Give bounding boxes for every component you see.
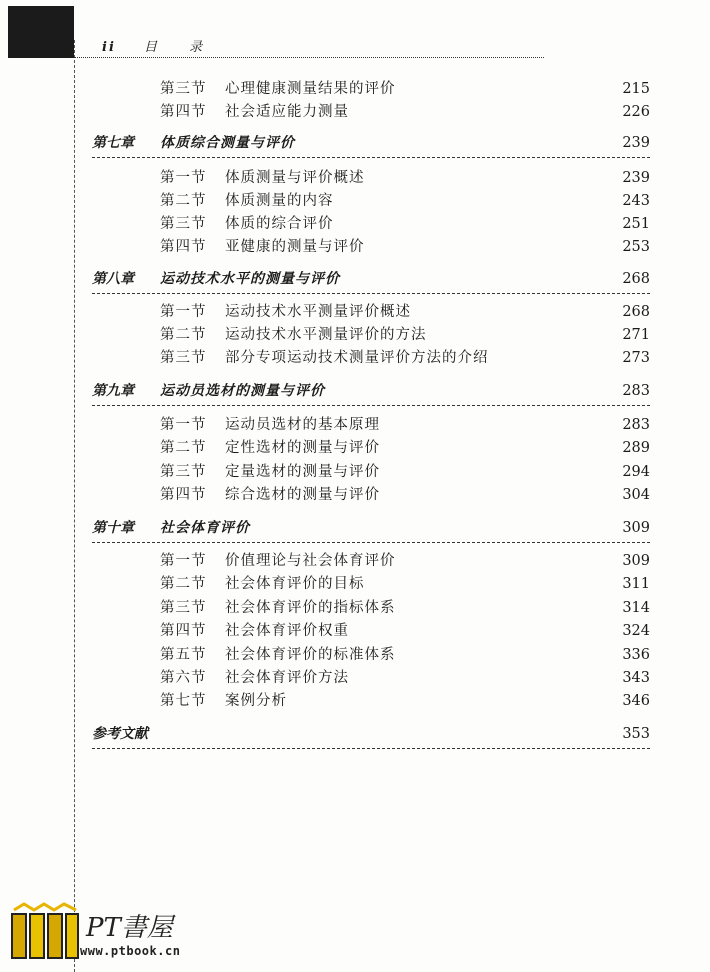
chapter-divider bbox=[92, 748, 650, 749]
section-number: 第三节 bbox=[160, 350, 207, 366]
section-number: 第二节 bbox=[160, 440, 207, 456]
section-number: 第四节 bbox=[160, 487, 207, 503]
header-rule bbox=[74, 57, 544, 58]
section-title: 社会体育评价的指标体系 bbox=[225, 600, 396, 616]
section-title: 社会适应能力测量 bbox=[225, 104, 349, 120]
section-number: 第三节 bbox=[160, 216, 207, 232]
page-number: 294 bbox=[622, 464, 650, 480]
toc-section-row bbox=[0, 213, 710, 235]
page-number: 215 bbox=[622, 81, 650, 97]
watermark-name: PT書屋 bbox=[86, 913, 173, 943]
toc-section-row bbox=[0, 550, 710, 572]
chapter-divider bbox=[92, 157, 650, 158]
chapter-number: 第十章 bbox=[92, 520, 134, 536]
books-logo-icon bbox=[12, 904, 78, 958]
section-title: 案例分析 bbox=[225, 693, 287, 709]
running-header bbox=[102, 36, 216, 55]
toc-chapter-row bbox=[0, 517, 710, 539]
chapter-divider bbox=[92, 293, 650, 294]
section-number: 第四节 bbox=[160, 104, 207, 120]
section-title: 体质的综合评价 bbox=[225, 216, 334, 232]
section-number: 第二节 bbox=[160, 193, 207, 209]
chapter-title: 运动员选材的测量与评价 bbox=[160, 383, 325, 399]
page-number: 243 bbox=[622, 193, 650, 209]
section-number: 第三节 bbox=[160, 600, 207, 616]
header-title: 目 录 bbox=[144, 40, 217, 55]
section-number: 第二节 bbox=[160, 576, 207, 592]
page-number: 311 bbox=[622, 576, 650, 592]
section-number: 第五节 bbox=[160, 647, 207, 663]
section-number: 第一节 bbox=[160, 304, 207, 320]
section-number: 第四节 bbox=[160, 623, 207, 639]
page-number: 283 bbox=[622, 417, 650, 433]
toc-section-row bbox=[0, 414, 710, 436]
toc-section-row bbox=[0, 78, 710, 100]
page-number: 253 bbox=[622, 239, 650, 255]
chapter-divider bbox=[92, 405, 650, 406]
toc-section-row bbox=[0, 347, 710, 369]
page-number: 271 bbox=[622, 327, 650, 343]
chapter-number: 第八章 bbox=[92, 271, 134, 287]
section-title: 亚健康的测量与评价 bbox=[225, 239, 365, 255]
toc-section-row bbox=[0, 597, 710, 619]
section-number: 第一节 bbox=[160, 553, 207, 569]
section-title: 社会体育评价权重 bbox=[225, 623, 349, 639]
section-number: 第三节 bbox=[160, 464, 207, 480]
section-title: 社会体育评价的目标 bbox=[225, 576, 365, 592]
page-number: 273 bbox=[622, 350, 650, 366]
toc-section-row bbox=[0, 667, 710, 689]
toc-section-row bbox=[0, 461, 710, 483]
page-number: 226 bbox=[622, 104, 650, 120]
section-number: 第四节 bbox=[160, 239, 207, 255]
page-number: 289 bbox=[622, 440, 650, 456]
section-title: 部分专项运动技术测量评价方法的介绍 bbox=[225, 350, 489, 366]
page-number: 239 bbox=[622, 170, 650, 186]
section-number: 第二节 bbox=[160, 327, 207, 343]
page-number: 343 bbox=[622, 670, 650, 686]
section-number: 第六节 bbox=[160, 670, 207, 686]
page-number: 314 bbox=[622, 600, 650, 616]
toc-chapter-row bbox=[0, 268, 710, 290]
toc-section-row bbox=[0, 690, 710, 712]
toc-section-row bbox=[0, 167, 710, 189]
header-page-number: ii bbox=[102, 40, 116, 55]
page-number: 268 bbox=[622, 304, 650, 320]
section-title: 运动技术水平测量评价概述 bbox=[225, 304, 411, 320]
section-number: 第一节 bbox=[160, 170, 207, 186]
page-number: 336 bbox=[622, 647, 650, 663]
page-number: 309 bbox=[622, 520, 650, 536]
chapter-title: 体质综合测量与评价 bbox=[160, 135, 295, 151]
chapter-number: 参考文献 bbox=[92, 726, 148, 742]
page-number: 304 bbox=[622, 487, 650, 503]
toc-section-row bbox=[0, 190, 710, 212]
section-number: 第七节 bbox=[160, 693, 207, 709]
section-title: 运动员选材的基本原理 bbox=[225, 417, 380, 433]
toc-section-row bbox=[0, 620, 710, 642]
section-title: 社会体育评价方法 bbox=[225, 670, 349, 686]
section-title: 定性选材的测量与评价 bbox=[225, 440, 380, 456]
section-title: 价值理论与社会体育评价 bbox=[225, 553, 396, 569]
page-number: 324 bbox=[622, 623, 650, 639]
toc-section-row bbox=[0, 573, 710, 595]
chapter-divider bbox=[92, 542, 650, 543]
page-number: 353 bbox=[622, 726, 650, 742]
section-number: 第一节 bbox=[160, 417, 207, 433]
section-title: 定量选材的测量与评价 bbox=[225, 464, 380, 480]
section-title: 体质测量与评价概述 bbox=[225, 170, 365, 186]
section-title: 体质测量的内容 bbox=[225, 193, 334, 209]
page-number: 346 bbox=[622, 693, 650, 709]
page-number: 309 bbox=[622, 553, 650, 569]
section-title: 运动技术水平测量评价的方法 bbox=[225, 327, 427, 343]
toc-section-row bbox=[0, 437, 710, 459]
toc-section-row bbox=[0, 101, 710, 123]
watermark-url: www.ptbook.cn bbox=[80, 944, 181, 958]
section-title: 心理健康测量结果的评价 bbox=[225, 81, 396, 97]
page-number: 251 bbox=[622, 216, 650, 232]
toc-chapter-row bbox=[0, 132, 710, 154]
chapter-title: 运动技术水平的测量与评价 bbox=[160, 271, 340, 287]
toc-chapter-row bbox=[0, 723, 710, 745]
page-number: 239 bbox=[622, 135, 650, 151]
toc-chapter-row bbox=[0, 380, 710, 402]
toc-section-row bbox=[0, 484, 710, 506]
corner-block bbox=[8, 6, 74, 58]
page-number: 268 bbox=[622, 271, 650, 287]
section-title: 社会体育评价的标准体系 bbox=[225, 647, 396, 663]
toc-section-row bbox=[0, 324, 710, 346]
toc-section-row bbox=[0, 301, 710, 323]
toc-section-row bbox=[0, 236, 710, 258]
chapter-number: 第九章 bbox=[92, 383, 134, 399]
page-number: 283 bbox=[622, 383, 650, 399]
chapter-title: 社会体育评价 bbox=[160, 520, 250, 536]
section-number: 第三节 bbox=[160, 81, 207, 97]
chapter-number: 第七章 bbox=[92, 135, 134, 151]
section-title: 综合选材的测量与评价 bbox=[225, 487, 380, 503]
toc-section-row bbox=[0, 644, 710, 666]
